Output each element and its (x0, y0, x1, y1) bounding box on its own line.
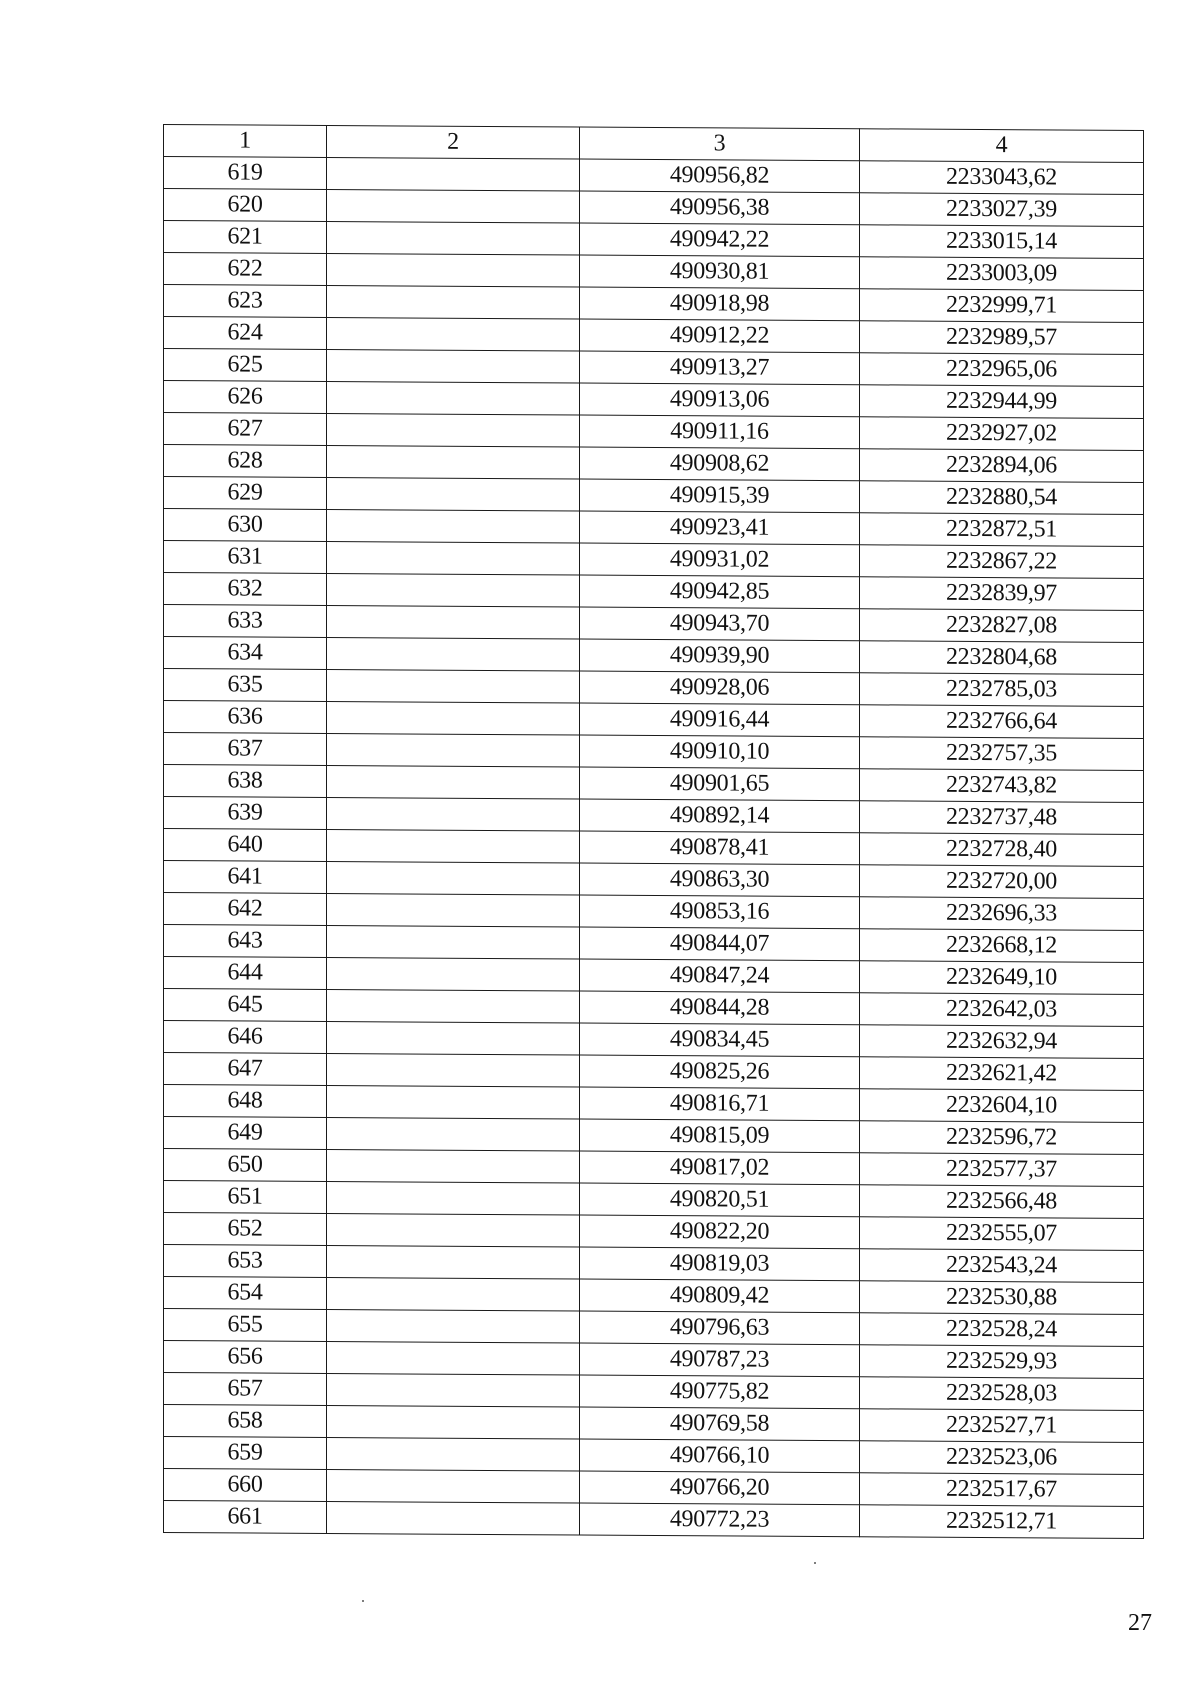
y-coordinate-cell: 2232839,97 (860, 577, 1144, 611)
x-coordinate-cell: 490901,65 (580, 767, 860, 801)
y-coordinate-cell: 2232766,64 (860, 705, 1144, 739)
empty-cell (327, 1053, 580, 1087)
point-number-cell: 625 (164, 349, 327, 382)
x-coordinate-cell: 490863,30 (580, 863, 860, 897)
empty-cell (327, 925, 580, 959)
point-number-cell: 627 (164, 413, 327, 446)
empty-cell (327, 733, 580, 767)
x-coordinate-cell: 490918,98 (580, 287, 860, 321)
point-number-cell: 619 (164, 157, 327, 190)
y-coordinate-cell: 2232649,10 (860, 961, 1144, 995)
y-coordinate-cell: 2232632,94 (860, 1025, 1144, 1059)
point-number-cell: 646 (164, 1021, 327, 1054)
column-header-2: 2 (327, 125, 580, 159)
empty-cell (327, 445, 580, 479)
y-coordinate-cell: 2232696,33 (860, 897, 1144, 931)
point-number-cell: 628 (164, 445, 327, 478)
point-number-cell: 660 (164, 1469, 327, 1502)
x-coordinate-cell: 490766,20 (580, 1471, 860, 1505)
y-coordinate-cell: 2233015,14 (860, 225, 1144, 259)
point-number-cell: 651 (164, 1181, 327, 1214)
empty-cell (327, 797, 580, 831)
x-coordinate-cell: 490913,06 (580, 383, 860, 417)
x-coordinate-cell: 490847,24 (580, 959, 860, 993)
y-coordinate-cell: 2232999,71 (860, 289, 1144, 323)
empty-cell (327, 509, 580, 543)
empty-cell (327, 605, 580, 639)
x-coordinate-cell: 490892,14 (580, 799, 860, 833)
empty-cell (327, 381, 580, 415)
empty-cell (327, 1277, 580, 1311)
empty-cell (327, 1245, 580, 1279)
point-number-cell: 622 (164, 253, 327, 286)
x-coordinate-cell: 490956,82 (580, 159, 860, 193)
x-coordinate-cell: 490915,39 (580, 479, 860, 513)
empty-cell (327, 349, 580, 383)
y-coordinate-cell: 2233003,09 (860, 257, 1144, 291)
y-coordinate-cell: 2232543,24 (860, 1249, 1144, 1283)
x-coordinate-cell: 490822,20 (580, 1215, 860, 1249)
x-coordinate-cell: 490908,62 (580, 447, 860, 481)
empty-cell (327, 253, 580, 287)
page-number: 27 (1128, 1610, 1152, 1636)
point-number-cell: 629 (164, 477, 327, 510)
point-number-cell: 649 (164, 1117, 327, 1150)
x-coordinate-cell: 490878,41 (580, 831, 860, 865)
point-number-cell: 656 (164, 1341, 327, 1374)
empty-cell (327, 157, 580, 191)
x-coordinate-cell: 490769,58 (580, 1407, 860, 1441)
y-coordinate-cell: 2232737,48 (860, 801, 1144, 835)
y-coordinate-cell: 2232523,06 (860, 1441, 1144, 1475)
point-number-cell: 636 (164, 701, 327, 734)
empty-cell (327, 1117, 580, 1151)
empty-cell (327, 1085, 580, 1119)
scan-speck (814, 1562, 816, 1564)
y-coordinate-cell: 2232577,37 (860, 1153, 1144, 1187)
y-coordinate-cell: 2232621,42 (860, 1057, 1144, 1091)
x-coordinate-cell: 490809,42 (580, 1279, 860, 1313)
empty-cell (327, 413, 580, 447)
x-coordinate-cell: 490916,44 (580, 703, 860, 737)
y-coordinate-cell: 2232555,07 (860, 1217, 1144, 1251)
x-coordinate-cell: 490956,38 (580, 191, 860, 225)
empty-cell (327, 285, 580, 319)
point-number-cell: 638 (164, 765, 327, 798)
scan-speck (362, 1600, 364, 1602)
y-coordinate-cell: 2232720,00 (860, 865, 1144, 899)
y-coordinate-cell: 2232517,67 (860, 1473, 1144, 1507)
y-coordinate-cell: 2232989,57 (860, 321, 1144, 355)
empty-cell (327, 1309, 580, 1343)
x-coordinate-cell: 490923,41 (580, 511, 860, 545)
empty-cell (327, 1149, 580, 1183)
y-coordinate-cell: 2232527,71 (860, 1409, 1144, 1443)
empty-cell (327, 989, 580, 1023)
x-coordinate-cell: 490819,03 (580, 1247, 860, 1281)
x-coordinate-cell: 490820,51 (580, 1183, 860, 1217)
x-coordinate-cell: 490911,16 (580, 415, 860, 449)
empty-cell (327, 573, 580, 607)
empty-cell (327, 637, 580, 671)
point-number-cell: 657 (164, 1373, 327, 1406)
x-coordinate-cell: 490796,63 (580, 1311, 860, 1345)
point-number-cell: 642 (164, 893, 327, 926)
point-number-cell: 637 (164, 733, 327, 766)
empty-cell (327, 1341, 580, 1375)
empty-cell (327, 1437, 580, 1471)
empty-cell (327, 1405, 580, 1439)
point-number-cell: 626 (164, 381, 327, 414)
point-number-cell: 654 (164, 1277, 327, 1310)
x-coordinate-cell: 490910,10 (580, 735, 860, 769)
x-coordinate-cell: 490844,07 (580, 927, 860, 961)
empty-cell (327, 893, 580, 927)
point-number-cell: 620 (164, 189, 327, 222)
coordinates-table (163, 124, 1144, 1539)
point-number-cell: 655 (164, 1309, 327, 1342)
empty-cell (327, 829, 580, 863)
y-coordinate-cell: 2232528,03 (860, 1377, 1144, 1411)
point-number-cell: 659 (164, 1437, 327, 1470)
empty-cell (327, 957, 580, 991)
empty-cell (327, 765, 580, 799)
y-coordinate-cell: 2232872,51 (860, 513, 1144, 547)
y-coordinate-cell: 2232668,12 (860, 929, 1144, 963)
point-number-cell: 624 (164, 317, 327, 350)
x-coordinate-cell: 490928,06 (580, 671, 860, 705)
empty-cell (327, 317, 580, 351)
y-coordinate-cell: 2232927,02 (860, 417, 1144, 451)
x-coordinate-cell: 490943,70 (580, 607, 860, 641)
empty-cell (327, 477, 580, 511)
empty-cell (327, 1181, 580, 1215)
empty-cell (327, 669, 580, 703)
point-number-cell: 661 (164, 1501, 327, 1534)
empty-cell (327, 1021, 580, 1055)
empty-cell (327, 221, 580, 255)
empty-cell (327, 1213, 580, 1247)
point-number-cell: 645 (164, 989, 327, 1022)
x-coordinate-cell: 490787,23 (580, 1343, 860, 1377)
y-coordinate-cell: 2232530,88 (860, 1281, 1144, 1315)
table-body (164, 157, 1144, 1539)
y-coordinate-cell: 2232867,22 (860, 545, 1144, 579)
y-coordinate-cell: 2232728,40 (860, 833, 1144, 867)
table-row (164, 1501, 1144, 1539)
x-coordinate-cell: 490834,45 (580, 1023, 860, 1057)
y-coordinate-cell: 2232894,06 (860, 449, 1144, 483)
y-coordinate-cell: 2232604,10 (860, 1089, 1144, 1123)
point-number-cell: 648 (164, 1085, 327, 1118)
x-coordinate-cell: 490939,90 (580, 639, 860, 673)
point-number-cell: 631 (164, 541, 327, 574)
empty-cell (327, 701, 580, 735)
empty-cell (327, 1469, 580, 1503)
x-coordinate-cell: 490815,09 (580, 1119, 860, 1153)
point-number-cell: 658 (164, 1405, 327, 1438)
y-coordinate-cell: 2232512,71 (860, 1505, 1144, 1539)
empty-cell (327, 189, 580, 223)
column-header-1: 1 (164, 125, 327, 158)
y-coordinate-cell: 2232785,03 (860, 673, 1144, 707)
x-coordinate-cell: 490772,23 (580, 1503, 860, 1537)
point-number-cell: 639 (164, 797, 327, 830)
y-coordinate-cell: 2232827,08 (860, 609, 1144, 643)
x-coordinate-cell: 490816,71 (580, 1087, 860, 1121)
point-number-cell: 647 (164, 1053, 327, 1086)
y-coordinate-cell: 2232944,99 (860, 385, 1144, 419)
point-number-cell: 633 (164, 605, 327, 638)
point-number-cell: 652 (164, 1213, 327, 1246)
y-coordinate-cell: 2232965,06 (860, 353, 1144, 387)
empty-cell (327, 541, 580, 575)
x-coordinate-cell: 490844,28 (580, 991, 860, 1025)
point-number-cell: 634 (164, 637, 327, 670)
x-coordinate-cell: 490817,02 (580, 1151, 860, 1185)
point-number-cell: 632 (164, 573, 327, 606)
empty-cell (327, 1501, 580, 1535)
x-coordinate-cell: 490931,02 (580, 543, 860, 577)
y-coordinate-cell: 2232743,82 (860, 769, 1144, 803)
point-number-cell: 653 (164, 1245, 327, 1278)
y-coordinate-cell: 2232566,48 (860, 1185, 1144, 1219)
x-coordinate-cell: 490913,27 (580, 351, 860, 385)
empty-cell (327, 1373, 580, 1407)
point-number-cell: 623 (164, 285, 327, 318)
point-number-cell: 635 (164, 669, 327, 702)
point-number-cell: 641 (164, 861, 327, 894)
x-coordinate-cell: 490825,26 (580, 1055, 860, 1089)
column-header-4: 4 (860, 129, 1144, 163)
point-number-cell: 640 (164, 829, 327, 862)
y-coordinate-cell: 2233027,39 (860, 193, 1144, 227)
y-coordinate-cell: 2232529,93 (860, 1345, 1144, 1379)
y-coordinate-cell: 2232757,35 (860, 737, 1144, 771)
column-header-3: 3 (580, 127, 860, 161)
empty-cell (327, 861, 580, 895)
x-coordinate-cell: 490930,81 (580, 255, 860, 289)
point-number-cell: 643 (164, 925, 327, 958)
y-coordinate-cell: 2232880,54 (860, 481, 1144, 515)
x-coordinate-cell: 490775,82 (580, 1375, 860, 1409)
point-number-cell: 621 (164, 221, 327, 254)
x-coordinate-cell: 490942,85 (580, 575, 860, 609)
x-coordinate-cell: 490912,22 (580, 319, 860, 353)
x-coordinate-cell: 490853,16 (580, 895, 860, 929)
y-coordinate-cell: 2233043,62 (860, 161, 1144, 195)
x-coordinate-cell: 490942,22 (580, 223, 860, 257)
point-number-cell: 630 (164, 509, 327, 542)
y-coordinate-cell: 2232642,03 (860, 993, 1144, 1027)
x-coordinate-cell: 490766,10 (580, 1439, 860, 1473)
y-coordinate-cell: 2232804,68 (860, 641, 1144, 675)
point-number-cell: 644 (164, 957, 327, 990)
point-number-cell: 650 (164, 1149, 327, 1182)
y-coordinate-cell: 2232528,24 (860, 1313, 1144, 1347)
y-coordinate-cell: 2232596,72 (860, 1121, 1144, 1155)
